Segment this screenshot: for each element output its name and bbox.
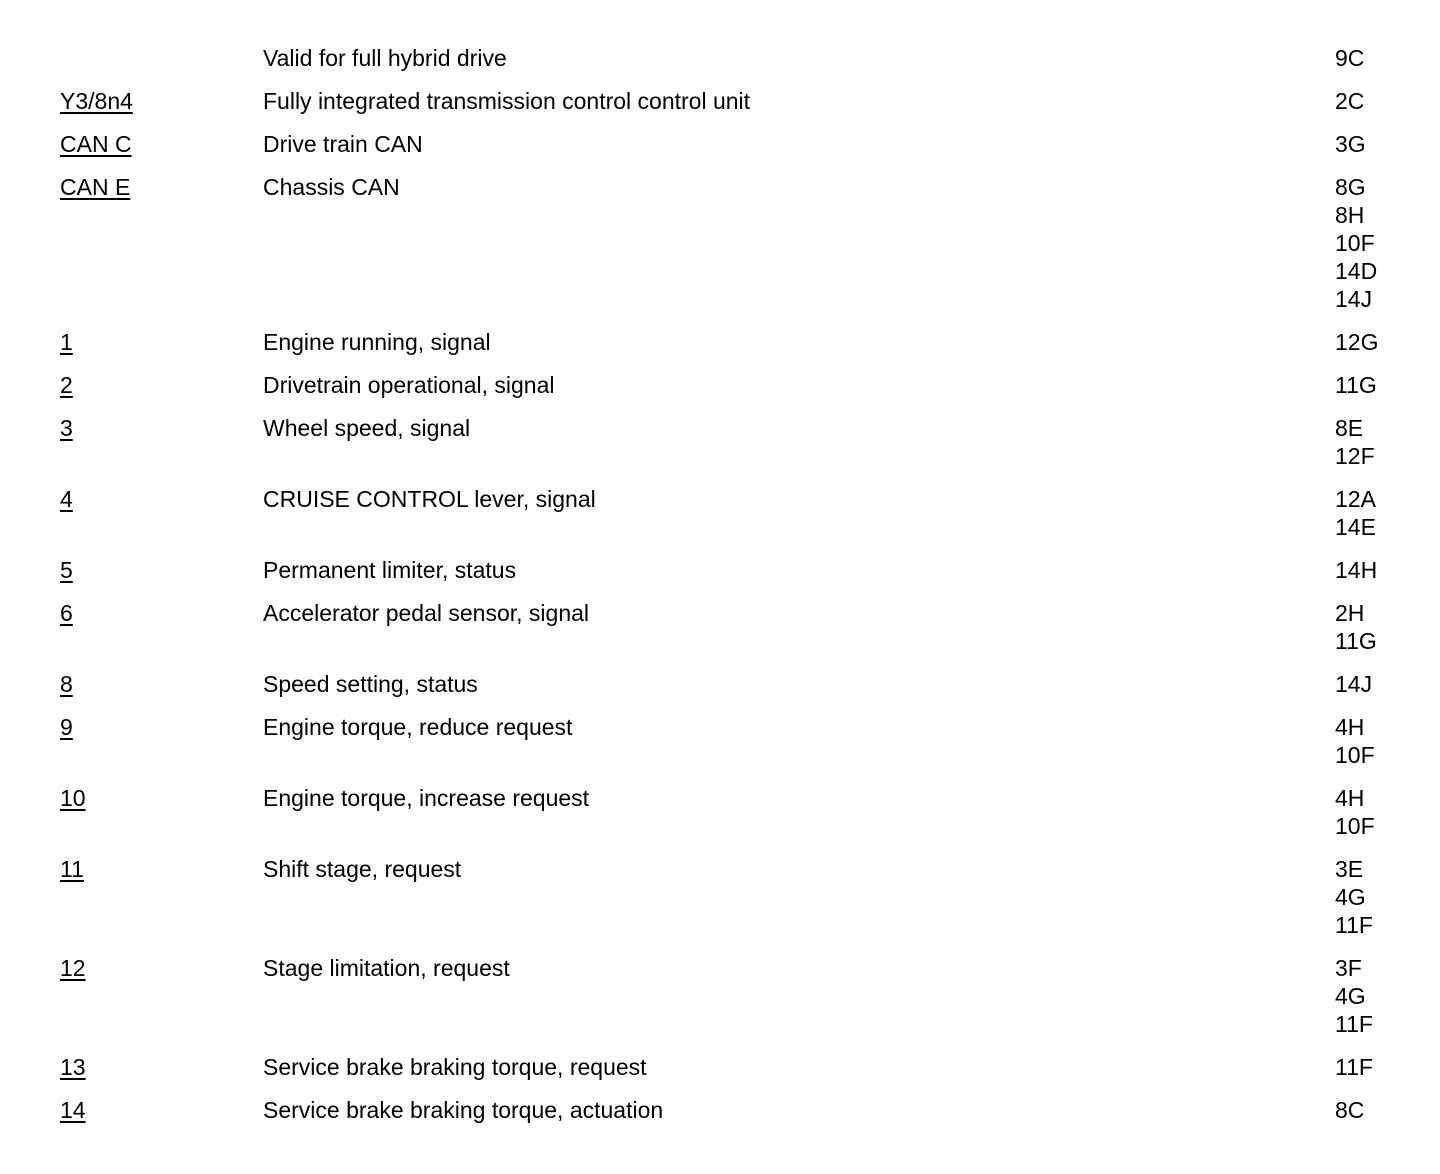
legend-code-cell bbox=[0, 670, 263, 698]
legend-row bbox=[0, 130, 1440, 158]
grid-ref: 2C bbox=[1335, 88, 1365, 114]
grid-ref: 4G bbox=[1335, 884, 1366, 910]
grid-ref: 11G bbox=[1335, 628, 1377, 654]
grid-ref: 3G bbox=[1335, 131, 1366, 157]
legend-row bbox=[0, 328, 1440, 356]
legend-code-link[interactable]: 10 bbox=[60, 785, 86, 811]
grid-ref: 11F bbox=[1335, 1011, 1373, 1037]
legend-code-link[interactable]: Y3/8n4 bbox=[60, 88, 133, 114]
grid-ref: 14D bbox=[1335, 258, 1378, 284]
legend-code-link[interactable]: 9 bbox=[60, 714, 73, 740]
grid-ref: 4G bbox=[1335, 983, 1366, 1009]
legend-description: Engine running, signal bbox=[263, 329, 491, 355]
legend-code-cell bbox=[0, 485, 263, 513]
legend-code-cell bbox=[0, 855, 263, 883]
legend-code-link[interactable]: 3 bbox=[60, 415, 73, 441]
legend-code-link[interactable]: 12 bbox=[60, 955, 86, 981]
legend-description: Accelerator pedal sensor, signal bbox=[263, 600, 590, 626]
legend-code-link[interactable]: 14 bbox=[60, 1097, 86, 1123]
legend-code-cell bbox=[0, 173, 263, 201]
grid-ref: 10F bbox=[1335, 813, 1375, 839]
legend-grid-refs bbox=[1335, 954, 1373, 1038]
grid-ref: 3F bbox=[1335, 955, 1362, 981]
grid-ref: 14H bbox=[1335, 557, 1378, 583]
legend-row bbox=[0, 1096, 1440, 1124]
legend-grid-refs bbox=[1335, 371, 1377, 399]
grid-ref: 4H bbox=[1335, 785, 1365, 811]
legend-row bbox=[0, 855, 1440, 939]
legend-description: Valid for full hybrid drive bbox=[263, 45, 507, 71]
legend-code-cell bbox=[0, 87, 263, 115]
grid-ref: 10F bbox=[1335, 230, 1375, 256]
legend-description: Chassis CAN bbox=[263, 174, 400, 200]
legend-code-cell bbox=[0, 954, 263, 982]
legend-description: Speed setting, status bbox=[263, 671, 478, 697]
legend-grid-refs bbox=[1335, 1053, 1373, 1081]
legend-description: Shift stage, request bbox=[263, 856, 462, 882]
legend-row bbox=[0, 556, 1440, 584]
legend-grid-refs bbox=[1335, 855, 1373, 939]
legend-row bbox=[0, 414, 1440, 470]
legend-description: Stage limitation, request bbox=[263, 955, 510, 981]
legend-code-link[interactable]: 1 bbox=[60, 329, 73, 355]
legend-code-cell bbox=[0, 784, 263, 812]
grid-ref: 14J bbox=[1335, 671, 1373, 697]
grid-ref: 8C bbox=[1335, 1097, 1365, 1123]
grid-ref: 8H bbox=[1335, 202, 1365, 228]
grid-ref: 4H bbox=[1335, 714, 1365, 740]
legend-grid-refs bbox=[1335, 87, 1364, 115]
legend-row bbox=[0, 599, 1440, 655]
legend-grid-refs bbox=[1335, 599, 1377, 655]
legend-code-cell bbox=[0, 130, 263, 158]
grid-ref: 8G bbox=[1335, 174, 1366, 200]
legend-code-cell bbox=[0, 1096, 263, 1124]
legend-grid-refs bbox=[1335, 1096, 1364, 1124]
legend-row bbox=[0, 371, 1440, 399]
legend-code-link[interactable]: 6 bbox=[60, 600, 73, 626]
grid-ref: 14J bbox=[1335, 286, 1373, 312]
grid-ref: 12A bbox=[1335, 486, 1376, 512]
grid-ref: 11G bbox=[1335, 372, 1377, 398]
legend-grid-refs bbox=[1335, 414, 1375, 470]
grid-ref: 14E bbox=[1335, 514, 1376, 540]
grid-ref: 12G bbox=[1335, 329, 1379, 355]
legend-description: CRUISE CONTROL lever, signal bbox=[263, 486, 596, 512]
legend-grid-refs bbox=[1335, 485, 1376, 541]
legend-code-link[interactable]: 11 bbox=[60, 856, 84, 882]
legend-code-link[interactable]: 5 bbox=[60, 557, 73, 583]
legend-grid-refs bbox=[1335, 44, 1364, 72]
grid-ref: 3E bbox=[1335, 856, 1364, 882]
legend-description: Service brake braking torque, request bbox=[263, 1054, 647, 1080]
legend-code-link[interactable]: 8 bbox=[60, 671, 73, 697]
legend-code-link[interactable]: 2 bbox=[60, 372, 73, 398]
legend-grid-refs bbox=[1335, 130, 1366, 158]
legend-row bbox=[0, 670, 1440, 698]
legend-row bbox=[0, 173, 1440, 313]
legend-code-cell bbox=[0, 713, 263, 741]
legend-code-cell bbox=[0, 414, 263, 442]
grid-ref: 11F bbox=[1335, 912, 1373, 938]
legend-code-link[interactable]: CAN E bbox=[60, 174, 131, 200]
legend-grid-refs bbox=[1335, 173, 1377, 313]
legend-code-cell bbox=[0, 1053, 263, 1081]
legend-row bbox=[0, 954, 1440, 1038]
grid-ref: 10F bbox=[1335, 742, 1375, 768]
legend-row bbox=[0, 1053, 1440, 1081]
grid-ref: 2H bbox=[1335, 600, 1365, 626]
legend-grid-refs bbox=[1335, 713, 1375, 769]
legend-grid-refs bbox=[1335, 784, 1375, 840]
legend-row bbox=[0, 713, 1440, 769]
legend-description: Engine torque, reduce request bbox=[263, 714, 573, 740]
legend-description: Drivetrain operational, signal bbox=[263, 372, 555, 398]
legend-grid-refs bbox=[1335, 556, 1377, 584]
legend-code-link[interactable]: 13 bbox=[60, 1054, 86, 1080]
legend-code-cell bbox=[0, 328, 263, 356]
legend-grid-refs bbox=[1335, 670, 1372, 698]
legend-code-link[interactable]: 4 bbox=[60, 486, 73, 512]
legend-code-cell bbox=[0, 599, 263, 627]
legend-code-link[interactable]: CAN C bbox=[60, 131, 132, 157]
grid-ref: 12F bbox=[1335, 443, 1375, 469]
legend-code-cell bbox=[0, 371, 263, 399]
legend-description: Service brake braking torque, actuation bbox=[263, 1097, 664, 1123]
legend-row bbox=[0, 44, 1440, 72]
grid-ref: 8E bbox=[1335, 415, 1364, 441]
legend-description: Wheel speed, signal bbox=[263, 415, 471, 441]
legend-description: Permanent limiter, status bbox=[263, 557, 517, 583]
legend-row bbox=[0, 784, 1440, 840]
grid-ref: 11F bbox=[1335, 1054, 1373, 1080]
legend-row bbox=[0, 485, 1440, 541]
grid-ref: 9C bbox=[1335, 45, 1365, 71]
legend-description: Engine torque, increase request bbox=[263, 785, 590, 811]
legend-grid-refs bbox=[1335, 328, 1378, 356]
legend-row bbox=[0, 87, 1440, 115]
legend-code-cell bbox=[0, 556, 263, 584]
legend-description: Fully integrated transmission control control unit bbox=[263, 88, 751, 114]
legend-description: Drive train CAN bbox=[263, 131, 423, 157]
